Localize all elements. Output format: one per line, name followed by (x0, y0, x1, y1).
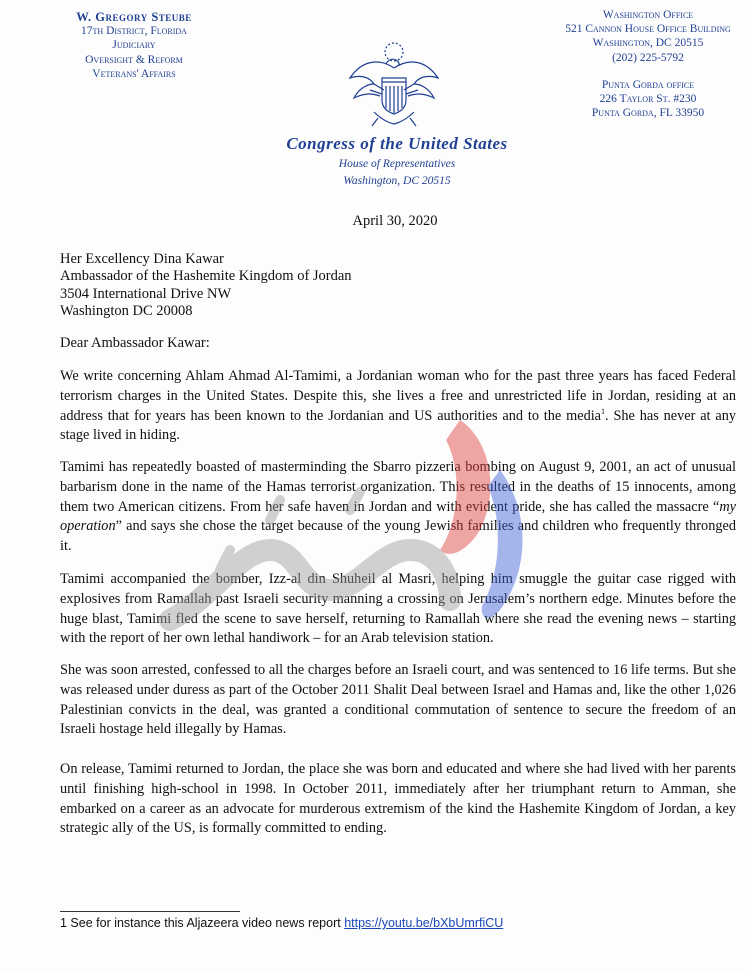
recipient-line-3: 3504 International Drive NW (60, 285, 232, 302)
paragraph-3: Tamimi accompanied the bomber, Izz-al din Shuheil al Masri, helping him smuggle the guitar case rigged with explosives from Ramallah past Israeli security manning a crossing on Jerusalem’s northern edge. Minutes before the huge blast, Tamimi fled the scene to save herself, returning to Ramallah where she read the evening news – starting with the report of her own lethal handiwork – for an Arab television station. (60, 571, 736, 647)
paragraph-1-text-a: We write concerning Ahlam Ahmad Al-Tamimi, a Jordanian woman who for the past three years has faced Federal terrorism charges in the United States. Despite this, she lives a free and unrestricted life in Jordan, residing at an address that for years has been known to the Jordanian and US authorities and to the media (60, 368, 736, 424)
paragraph-2-text-b: ” and says she chose the target because of the young Jewish families and children who frequently thronged it. (60, 518, 736, 555)
committee-1: Judiciary (112, 39, 156, 52)
office-1-title: Washington Office (602, 9, 694, 21)
eagle-seal-icon (344, 38, 444, 134)
paragraph-4: She was soon arrested, confessed to all the charges before an Israeli court, and was sentenced to 16 life terms. But she was released under duress as part of the October 2011 Shalit Deal between Israel and Hamas and, like the other 1,026 Palestinian convicts in the deal, was granted a conditional commutation of sentence to secure the freedom of an Israeli hostage held illegally by Hamas. (60, 662, 736, 738)
office-1-line-1: 521 Cannon House Office Building (565, 23, 731, 36)
recipient-line-1: Her Excellency Dina Kawar (60, 251, 224, 267)
recipient-line-2: Ambassador of the Hashemite Kingdom of Jordan (60, 268, 352, 285)
paragraph-2 (60, 458, 736, 557)
letter-date: April 30, 2020 (352, 213, 438, 229)
footnote-ref: 1 (601, 406, 606, 416)
member-info (44, 10, 224, 81)
office-gap (548, 65, 748, 78)
footnote (60, 916, 660, 930)
office-1-line-2: Washington, DC 20515 (592, 37, 704, 50)
office-addresses (548, 8, 748, 120)
office-1-phone: (202) 225-5792 (612, 51, 684, 64)
footnote-divider (60, 911, 240, 912)
paragraph-2-quote: my operation (60, 498, 736, 535)
house-heading: House of Representatives (338, 158, 456, 170)
recipient-line-4: Washington DC 20008 (60, 302, 193, 319)
member-name: W. Gregory Steube (76, 10, 192, 24)
paragraph-2-text-a: Tamimi has repeatedly boasted of masterminding the Sbarro pizzeria bombing on August 9, 2001, an act of unusual barbarism done in the name of the Hamas terrorist organization. This resulted in the deaths of 15 innocents, among them two American citizens. From her safe haven in Jordan and with evident pride, she has called the massacre “ (60, 459, 736, 515)
office-2-title: Punta Gorda office (601, 78, 695, 91)
congress-heading: Congress of the United States (286, 134, 508, 153)
paragraph-1-text-b: . She has never at any stage lived in hiding. (60, 407, 736, 444)
office-2-line-1: 226 Taylor St. #230 (599, 93, 697, 106)
committee-2: Oversight & Reform (85, 53, 183, 66)
recipient-address (60, 251, 352, 320)
house-location: Washington, DC 20515 (343, 175, 451, 187)
salutation: Dear Ambassador Kawar: (60, 335, 210, 351)
footnote-text: 1 See for instance this Aljazeera video news report (60, 916, 345, 930)
committee-3: Veterans' Affairs (92, 67, 176, 80)
office-2-line-2: Punta Gorda, FL 33950 (591, 107, 705, 120)
footnote-link[interactable]: https://youtu.be/bXbUmrfiCU (344, 916, 504, 930)
member-district: 17th District, Florida (81, 25, 187, 38)
paragraph-5: On release, Tamimi returned to Jordan, the place she was born and educated and where she had lived with her parents until finishing high-school in 1998. In October 2011, immediately after her triumphant return to Amman, she embarked on a career as an advocate for murderous extremism of the kind the Hashemite Kingdom of Jordan, a key strategic ally of the US, is formally committed to ending. (60, 761, 736, 837)
paragraph-1 (60, 367, 736, 446)
